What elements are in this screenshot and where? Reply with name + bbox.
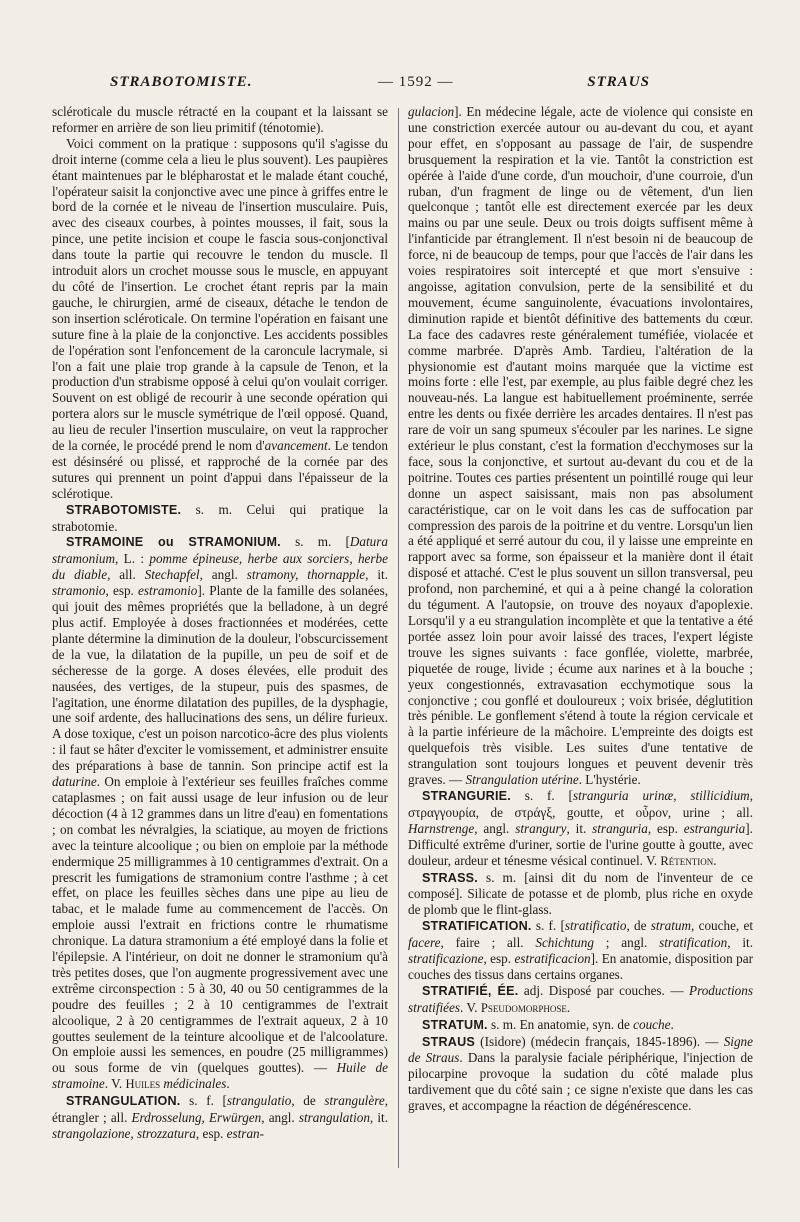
text-run: strangulatio xyxy=(226,1093,292,1109)
text-run: gulacion xyxy=(408,104,455,119)
text-run: Harnstrenge xyxy=(408,820,475,836)
entry-stratification xyxy=(408,918,753,983)
text-run: , étrangler ; all. xyxy=(52,1093,388,1126)
text-run: , de xyxy=(626,918,651,934)
headword: STRAMOINE ou STRAMONIUM. xyxy=(66,535,281,550)
text-run: , all. xyxy=(107,567,145,583)
page-number: — 1592 — xyxy=(378,74,454,90)
text-run: , L. : xyxy=(115,551,150,567)
text-run: s. m. En anatomie, syn. de xyxy=(487,1016,634,1032)
text-run: avancement xyxy=(264,438,328,454)
text-run: stranguria urinæ, stillicidium xyxy=(572,787,750,803)
text-run: stratificatio xyxy=(564,918,627,934)
text-run: Rétention xyxy=(660,853,714,868)
text-run: ; angl. xyxy=(593,935,660,951)
entry-strangulation-continued xyxy=(408,104,753,788)
text-run: daturine xyxy=(52,774,97,790)
text-run: stratification xyxy=(659,935,728,951)
text-run: Signe de Straus xyxy=(408,1033,753,1066)
text-run: ]. Difficulté extrême d'uriner, sortie de l'urine goutte à goutte, avec douleur, ardeur et ténesme vésical continuel. V. xyxy=(408,820,753,868)
text-run: , faire ; all. xyxy=(440,935,536,951)
headword: STRATIFICATION. xyxy=(422,919,532,934)
text-run: . L'hystérie. xyxy=(578,772,641,788)
headword: STRANGURIE. xyxy=(422,788,511,803)
text-run: , couche, et xyxy=(691,918,754,934)
text-run: stratificazione xyxy=(408,951,484,967)
text-run: . On emploie à l'extérieur ses feuilles fraîches comme cataplasmes ; on fait aussi usage de leur infusion ou de leur décoction (4 à 12 grammes dans un litre d'eau) en fomentations ; on combat les névralgies, la sciatique, au moyen de frictions avec la teinture alcoolique ; ou bien on emploie par la méthode endermique 25 milligrammes à 10 centigrammes d'extrait. On a prescrit les fumigations de stramonium contre l'asthme ; à cet effet, on place les feuilles sèches dans une pipe au lieu de tabac, et le malade fume au commencement de l'accès. On emploie aussi l'extrait en frictions contre le rhumatisme chronique. La datura stramonium a été employé dans la folie et l'épilepsie. A l'intérieur, on doit ne donner le stramonium qu'à très petites doses, que l'on augmente progressivement avec une extrême circonspection : 5 à 30, 40 ou 50 centigrammes de la poudre des feuilles ; 2 à 10 centigrammes de l'extrait alcoolique, 2 à 20 centigrammes de l'extrait aqueux, 2 à 10 gouttes seulement de la teinture alcoolique et de l'alcoolature. On emploie aussi les semences, en poudre (25 milligrammes) ou sous forme de vin (quelques gouttes). — xyxy=(52,774,388,1076)
text-run: Huiles xyxy=(125,1077,161,1092)
text-run: estran- xyxy=(226,1126,265,1141)
text-run: estratificacion xyxy=(514,951,591,967)
headword: STRATUM. xyxy=(422,1017,488,1032)
text-run: Huile de stramoine xyxy=(52,1060,388,1092)
entry-strass xyxy=(408,870,753,919)
text-run: strangolazione, strozzatura xyxy=(52,1126,196,1141)
entry-strangulation xyxy=(52,1093,388,1142)
text-run: ]. En anatomie, disposition par couches des tissus dans certains organes. xyxy=(408,951,753,982)
text-run: Productions stratifiées xyxy=(408,982,753,1015)
text-run: ]. En médecine légale, acte de violence qui consiste en une constriction exercée autour ou au-devant du cou, et ayant pour effet, en s'opposant au passage de l'air, de suspendre brusquement la respiration et la vie. Tantôt la constriction est opérée à l'aide d'une corde, d'un mouchoir, d'une courroie, d'un ruban, d'un fragment de linge ou de vêtement, d'un lien quelconque ; tantôt elle est directement exercée par les deux mains ou par une seule. Deux ou trois doigts suffisent même à l'infanticide par étranglement. Il n'est besoin ni de beaucoup de force, ni de beaucoup de temps, pour que l'accès de l'air dans les voies respiratoires soit intercepté et que mort s'ensuive : angoisse, agitation convulsion, perte de la sensibilité et du mouvement, écume sanguinolente, évacuations involontaires, diminution rapide et bientôt définitive des battements du cœur. La face des cadavres reste généralement tuméfiée, violacée et comme marbrée. D'après Amb. Tardieu, l'altération de la physionomie est d'autant moins marquée que la victime est moins forte : elle l'est, par exemple, au plus faible degré chez les nouveau-nés. La langue est habituellement proéminente, serrée entre les dents ou fixée derrière les arcades dentaires. Il n'est pas rare de voir un sang spumeux s'écouler par les narines. Le signe extérieur le plus constant, c'est la formation d'ecchymoses sur la face, sous la conjonctive, et surtout au-devant du cou et de la poitrine. Toutes ces parties présentent un pointillé rouge qui leur donne un aspect saisissant, mais non pas absolument caractéristique, car on le voit dans les cas de suffocation par compression des parois de la poitrine et du ventre. Lorsqu'un lien a été appliqué et serré autour du cou, il y laisse une empreinte en rapport avec sa forme, son épaisseur et la manière dont il était disposé et attaché. C'est le plus souvent un sillon transversal, peu profond, non parcheminé, et qui a à peine changé la coloration du tégument. A l'autopsie, on trouve des noyaux d'apoplexie. Lorsqu'il y a eu strangulation incomplète et que la tentative a été portée assez loin pour avoir laissé des traces, l'expert légiste trouve les signes suivants : face gonflée, violette, marbrée, piquetée de rouge, livide ; écume aux narines et à la bouche ; yeux congestionnés, extravasation ecchymotique sous la conjonctive ; cou gonflé et douloureux ; voix brisée, déglutition très pénible. Le gonflement s'étend à toute la région cervicale et à la partie inférieure de la mâchoire. L'empreinte des doigts est quelquefois très visible. Les suites d'une tentative de strangulation sont toujours longues et peuvent devenir très graves. — xyxy=(408,104,753,788)
text-run: . V. xyxy=(104,1076,126,1092)
column-divider xyxy=(398,108,399,1168)
paragraph-technique xyxy=(52,136,388,502)
text-run: , angl. xyxy=(199,567,247,583)
text-run: . xyxy=(713,852,717,868)
text-run: . xyxy=(226,1076,230,1092)
text-run: strangulation xyxy=(298,1110,370,1126)
text-run: facere xyxy=(408,935,441,951)
page-header xyxy=(110,74,650,98)
text-run: estramonio xyxy=(138,583,198,599)
headword: STRAUS xyxy=(422,1034,475,1049)
text-run: . xyxy=(670,1016,674,1032)
left-column xyxy=(52,104,388,1142)
headword: STRANGULATION. xyxy=(66,1094,181,1109)
entry-stratum xyxy=(408,1017,753,1034)
text-run: s. f. [ xyxy=(180,1093,227,1109)
text-run: s. f. [ xyxy=(531,918,565,934)
text-run: stramonio xyxy=(52,583,106,599)
text-run: . Dans la paralysie faciale périphérique, l'injection de pilocarpine provoque la sudation du côté malade plus tardivement que du côté sain ; ce signe n'existe que dans les cas graves, et accompagne la réaction de dégénérescence. xyxy=(408,1050,753,1114)
text-run: Erdrosselung, Erwürgen xyxy=(131,1110,262,1126)
entry-strangurie xyxy=(408,788,753,870)
text-run: couche xyxy=(633,1016,671,1032)
text-run: , esp. xyxy=(483,951,515,967)
text-run: . V. xyxy=(460,999,481,1015)
text-run: adj. Disposé par couches. — xyxy=(518,982,690,998)
text-run: Schichtung xyxy=(535,935,594,951)
headword: STRASS. xyxy=(422,870,478,885)
running-head-left: STRABOTOMISTE. xyxy=(110,74,253,90)
text-run: , it. xyxy=(566,820,593,836)
text-run: , esp. xyxy=(105,583,139,599)
text-run: ]. Plante de la famille des solanées, qui jouit des mêmes propriétés que la belladone, à un degré plus actif. Employée à doses fractionnées et modérées, cette plante détermine la diminution de la douleur, l'obscurcissement de la vue, la dilatation de la pupille, un peu de soif et de sécheresse de la gorge. A doses élevées, elle produit des nausées, des vertiges, de la stupeur, puis des spasmes, de l'agitation, une énorme dilatation des pupilles, de la dysphagie, une soif ardente, des hallucinations des sens, un délire furieux. A dose toxique, c'est un poison narcotico-âcre des plus violents : il faut se hâter d'exciter le vomissement, et administrer ensuite des préparations à base de tannin. Son principe actif est la xyxy=(52,583,388,774)
text-run: , esp. xyxy=(195,1126,227,1141)
entry-strabotomiste xyxy=(52,502,388,535)
text-run: , angl. xyxy=(474,820,516,836)
text-run: , it. xyxy=(365,567,389,583)
text-run: pomme épineuse, herbe aux sorciers, herbe du diable xyxy=(52,551,388,583)
text-run: Datura stramonium xyxy=(52,534,388,567)
text-run: Strangulation utérine xyxy=(465,772,579,788)
text-run: . xyxy=(566,999,571,1015)
text-run: s. m. Celui qui pratique la strabotomie. xyxy=(52,501,388,534)
text-run: stranguria xyxy=(592,820,648,836)
entry-stramonium xyxy=(52,534,388,1093)
text-run: strangury xyxy=(515,820,567,836)
text-run: , esp. xyxy=(647,820,684,836)
text-run: s. f. [ xyxy=(510,787,573,803)
text-run: Stechapfel xyxy=(144,567,200,583)
running-head-right: STRAUS xyxy=(587,74,650,90)
text-run: estranguria xyxy=(683,820,746,836)
text-run: . Le tendon est désinséré ou plissé, et rapproché de la cornée par des sutures qui prennent un point d'appui dans l'épaisseur de la sclérotique. xyxy=(52,438,388,501)
entry-stratifie xyxy=(408,983,753,1017)
text-run: s. m. [ainsi dit du nom de l'inventeur de ce composé]. Silicate de potasse et de plomb, plus riche en oxyde de plomb que le flint-glass. xyxy=(408,869,753,918)
right-column xyxy=(408,104,753,1114)
text-run: s. m. [ xyxy=(280,534,350,550)
headword: STRABOTOMISTE. xyxy=(66,502,182,517)
text-run: , it. xyxy=(727,935,753,951)
entry-straus xyxy=(408,1034,753,1115)
headword: STRATIFIÉ, ÉE. xyxy=(422,983,519,998)
text-run: , στραγγουρία, de στράγξ, goutte, et οὖρον, urine ; all. xyxy=(408,787,753,820)
text-run: , de xyxy=(291,1093,325,1109)
text-run: Pseudomorphose xyxy=(480,1000,567,1015)
text-run: strangulère xyxy=(324,1093,385,1109)
text-run: , it. xyxy=(369,1110,388,1126)
text-run: médicinales xyxy=(160,1076,227,1092)
text-run: stratum xyxy=(650,918,692,934)
text-run: , angl. xyxy=(261,1110,299,1126)
text-run: Voici comment on la pratique : supposons qu'il s'agisse du droit interne (comme cela a lieu le plus souvent). Les paupières étant maintenues par le blépharostat et le malade étant couché, l'opérateur saisit la conjonctive avec une pince à griffes entre le bord de la cornée et le niveau de l'insertion musculaire. Puis, avec des ciseaux courbes, à pointes mousses, il fait, sous la pince, une petite incision et coupe le fascia sous-conjonctival dans toute la partie qui recouvre le tendon du muscle. Il introduit alors un crochet mousse sous le muscle, en appuyant du côté de l'insertion. Le crochet étant repris par la main gauche, le chirurgien, armé de ciseaux, détache le tendon de son insertion scléroticale. On termine l'opération en faisant une suture fine à la plaie de la conjonctive. Les accidents possibles de l'opération sont l'enfoncement de la caroncule lacrymale, si l'on a fait une plaie trop grande à la capsule de Tenon, et la production d'un strabisme opposé à celui qu'on voulait corriger. Souvent on est obligé de recourir à une seconde opération qui portera alors sur le muscle symétrique de l'œil opposé. Quand, au lieu de reculer l'insertion musculaire, on veut la rapprocher de la cornée, le procédé prend le nom d' xyxy=(52,135,388,454)
paragraph-continuation: scléroticale du muscle rétracté en la coupant et la laissant se reformer en arrière de son lieu primitif (ténotomie). xyxy=(52,104,388,135)
text-run: (Isidore) (médecin français, 1845-1896). — xyxy=(474,1033,724,1049)
text-run: stramony, thornapple xyxy=(246,567,366,583)
